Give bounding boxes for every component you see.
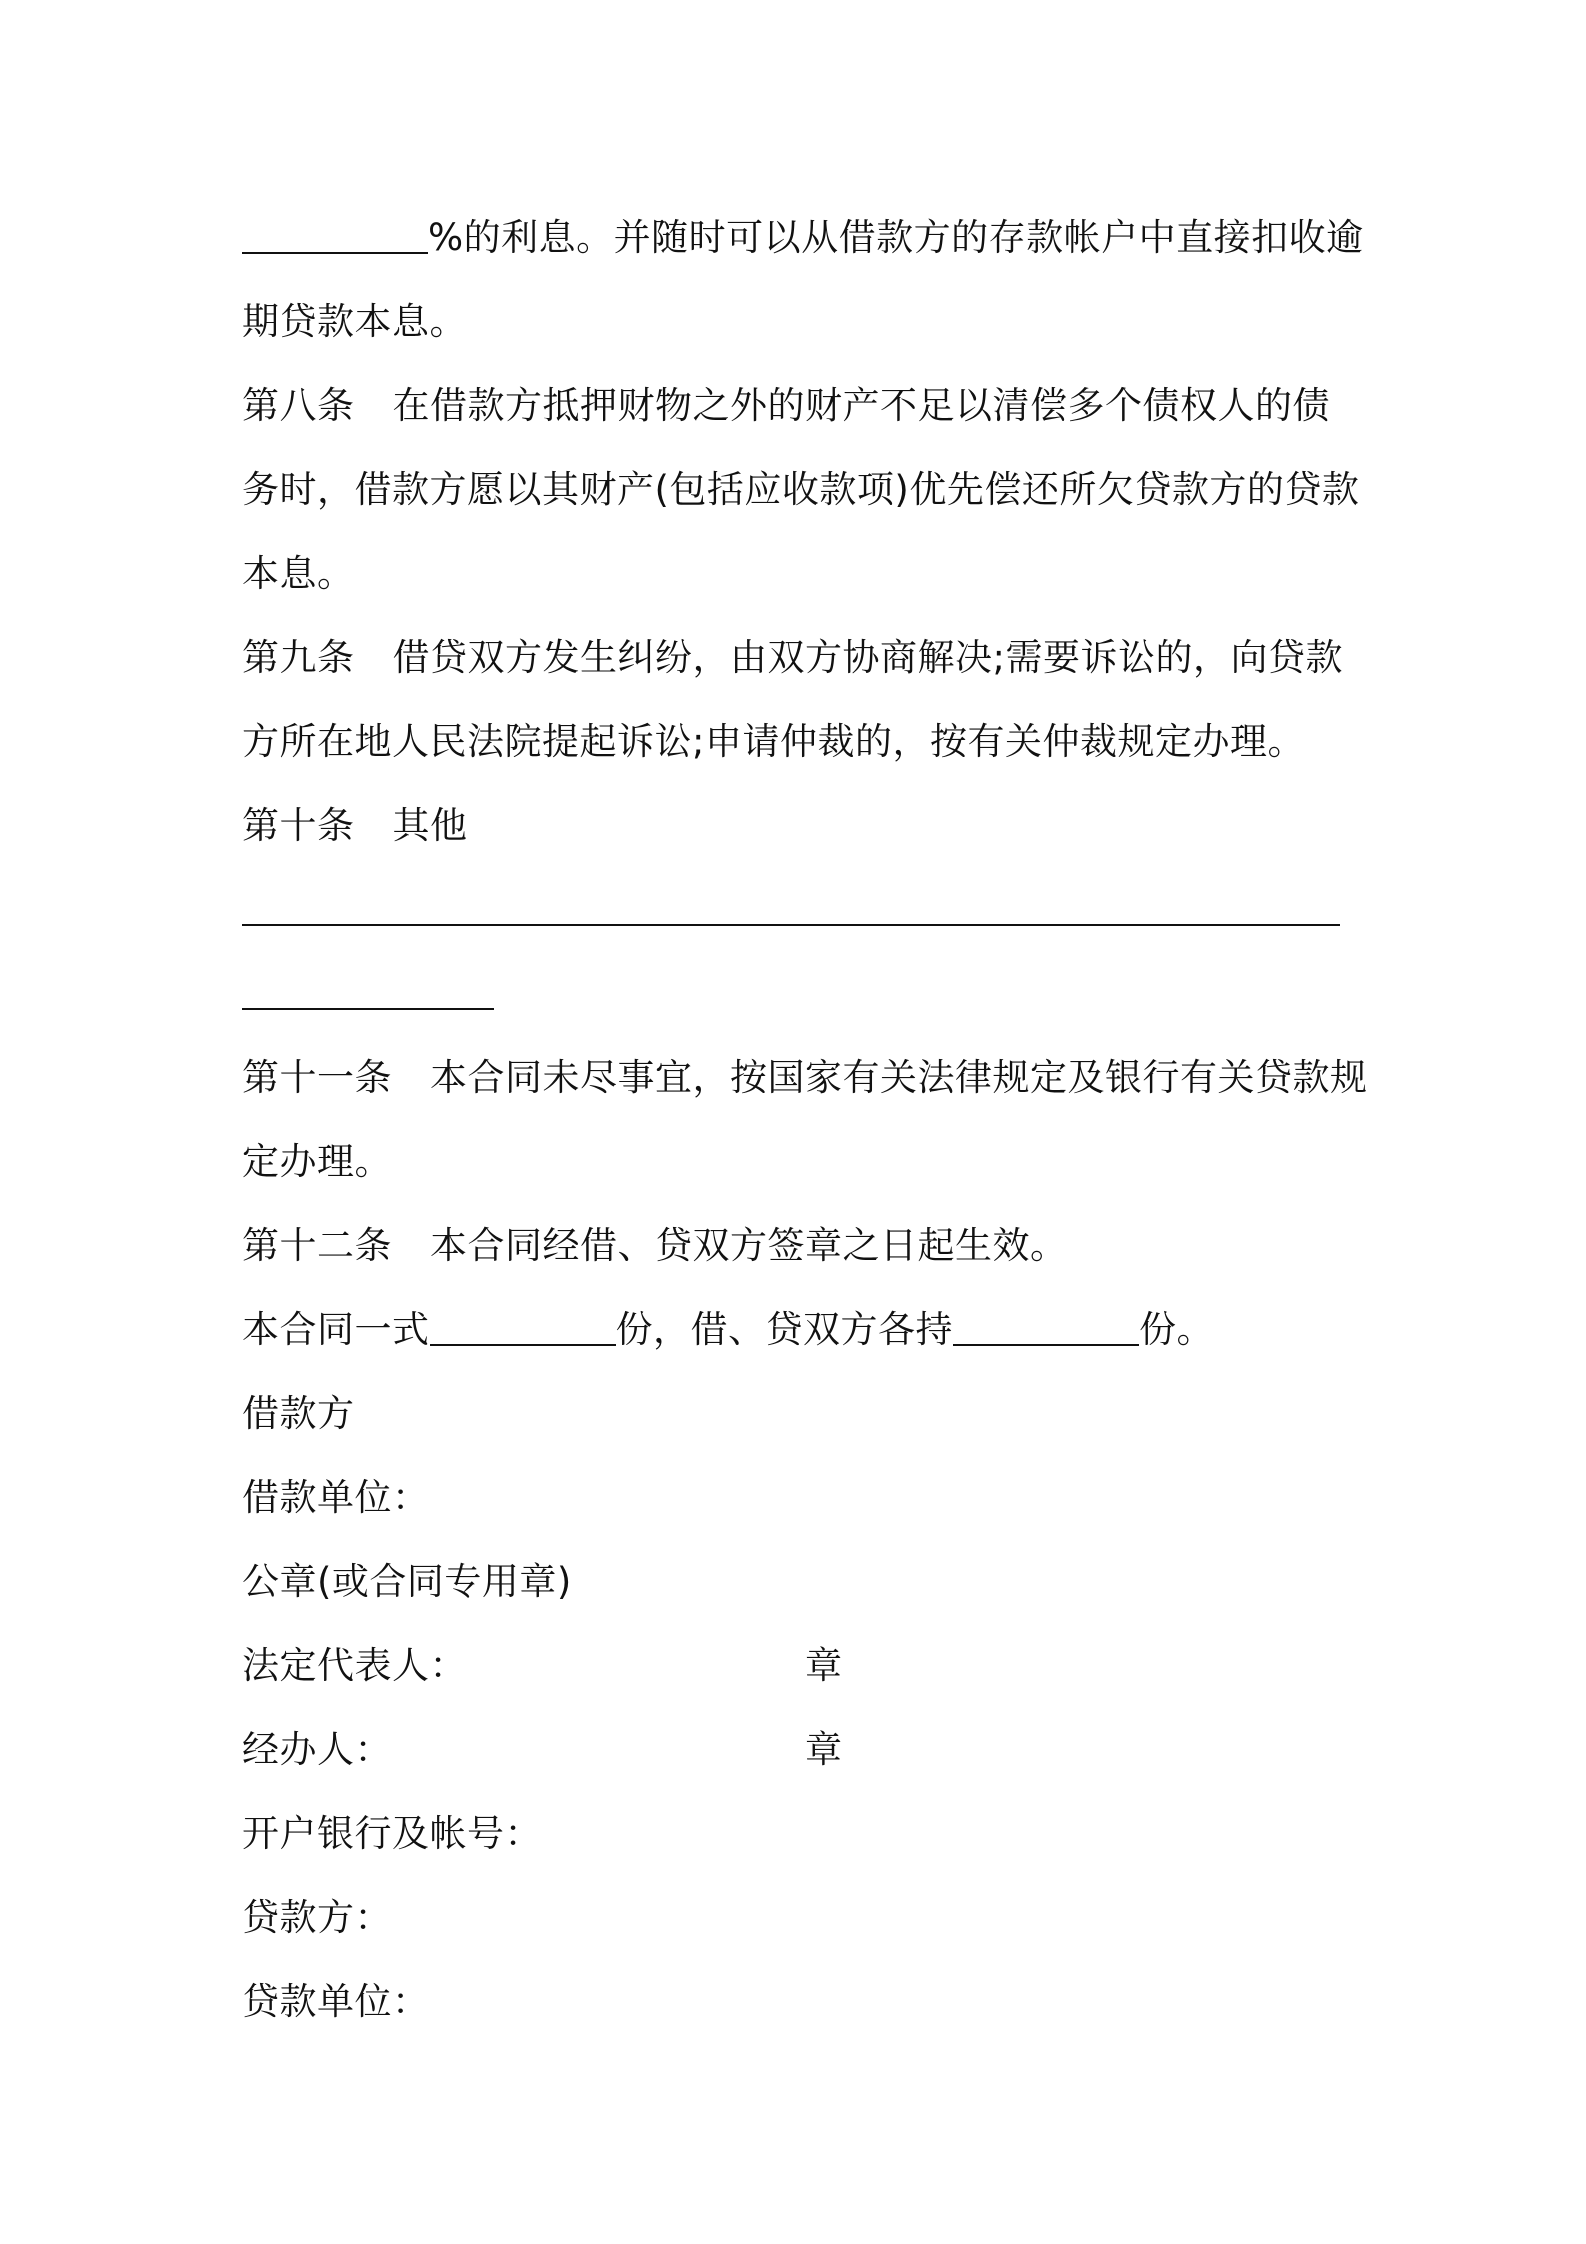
article-9-line-2	[242, 700, 1362, 784]
contract-body	[242, 196, 1368, 2044]
copies-text-a: 本合同一式	[242, 1308, 430, 1351]
article-9-label: 第九条	[242, 636, 355, 679]
overdue-line	[242, 280, 1362, 364]
legal-rep-label: 法定代表人：	[242, 1644, 467, 1687]
article-10-label: 第十条	[242, 804, 355, 847]
handler-label: 经办人：	[242, 1728, 392, 1771]
article-8-line-1	[242, 364, 1362, 448]
article-11-label: 第十一条	[242, 1056, 392, 1099]
article-9-line-1	[242, 616, 1362, 700]
other-blank-line-2	[242, 952, 1362, 1036]
article-9-text-1: 借贷双方发生纠纷，由双方协商解决;需要诉讼的，向贷款	[392, 636, 1343, 679]
bank-account-line	[242, 1792, 1362, 1876]
lender-label: 贷款方：	[242, 1896, 392, 1939]
article-12-label: 第十二条	[242, 1224, 392, 1267]
lender-unit-label: 贷款单位：	[242, 1980, 430, 2023]
article-10-line	[242, 784, 1362, 868]
article-8-label: 第八条	[242, 384, 355, 427]
copies-each-blank	[953, 1308, 1139, 1346]
article-11-line-1	[242, 1036, 1368, 1120]
article-11-text-1: 本合同未尽事宜，按国家有关法律规定及银行有关贷款规	[430, 1056, 1368, 1099]
borrower-unit-label: 借款单位：	[242, 1476, 430, 1519]
other-terms-blank-2	[242, 972, 494, 1010]
interest-line	[242, 196, 1362, 280]
official-seal-line	[242, 1540, 1362, 1624]
legal-rep-seal: 章	[805, 1644, 843, 1687]
article-12-text: 本合同经借、贷双方签章之日起生效。	[430, 1224, 1068, 1267]
overdue-text: 期贷款本息。	[242, 300, 467, 343]
article-11-text-2: 定办理。	[242, 1140, 392, 1183]
article-9-text-2: 方所在地人民法院提起诉讼;申请仲裁的，按有关仲裁规定办理。	[242, 720, 1305, 763]
article-8-line-3	[242, 532, 1362, 616]
article-10-text: 其他	[392, 804, 468, 847]
other-blank-line-1	[242, 868, 1362, 952]
article-12-line	[242, 1204, 1362, 1288]
other-terms-blank-1	[242, 888, 1340, 926]
bank-account-label: 开户银行及帐号：	[242, 1812, 542, 1855]
interest-rate-blank	[242, 216, 428, 254]
handler-seal: 章	[805, 1728, 843, 1771]
lender-line	[242, 1876, 1362, 1960]
borrower-unit-line	[242, 1456, 1362, 1540]
borrower-label: 借款方	[242, 1392, 355, 1435]
legal-rep-line	[242, 1624, 1362, 1708]
official-seal-label: 公章(或合同专用章)	[242, 1560, 572, 1603]
article-8-text-1: 在借款方抵押财物之外的财产不足以清偿多个债权人的债	[392, 384, 1330, 427]
lender-unit-line	[242, 1960, 1362, 2044]
article-8-line-2	[242, 448, 1362, 532]
interest-text: %的利息。并随时可以从借款方的存款帐户中直接扣收逾	[428, 216, 1364, 259]
handler-line	[242, 1708, 1362, 1792]
copies-line	[242, 1288, 1362, 1372]
article-11-line-2	[242, 1120, 1362, 1204]
borrower-heading	[242, 1372, 1362, 1456]
copies-total-blank	[430, 1308, 616, 1346]
article-8-text-2: 务时，借款方愿以其财产(包括应收款项)优先偿还所欠贷款方的贷款	[242, 468, 1360, 511]
article-8-text-3: 本息。	[242, 552, 355, 595]
copies-text-c: 份。	[1139, 1308, 1214, 1351]
copies-text-b: 份，借、贷双方各持	[615, 1308, 953, 1351]
